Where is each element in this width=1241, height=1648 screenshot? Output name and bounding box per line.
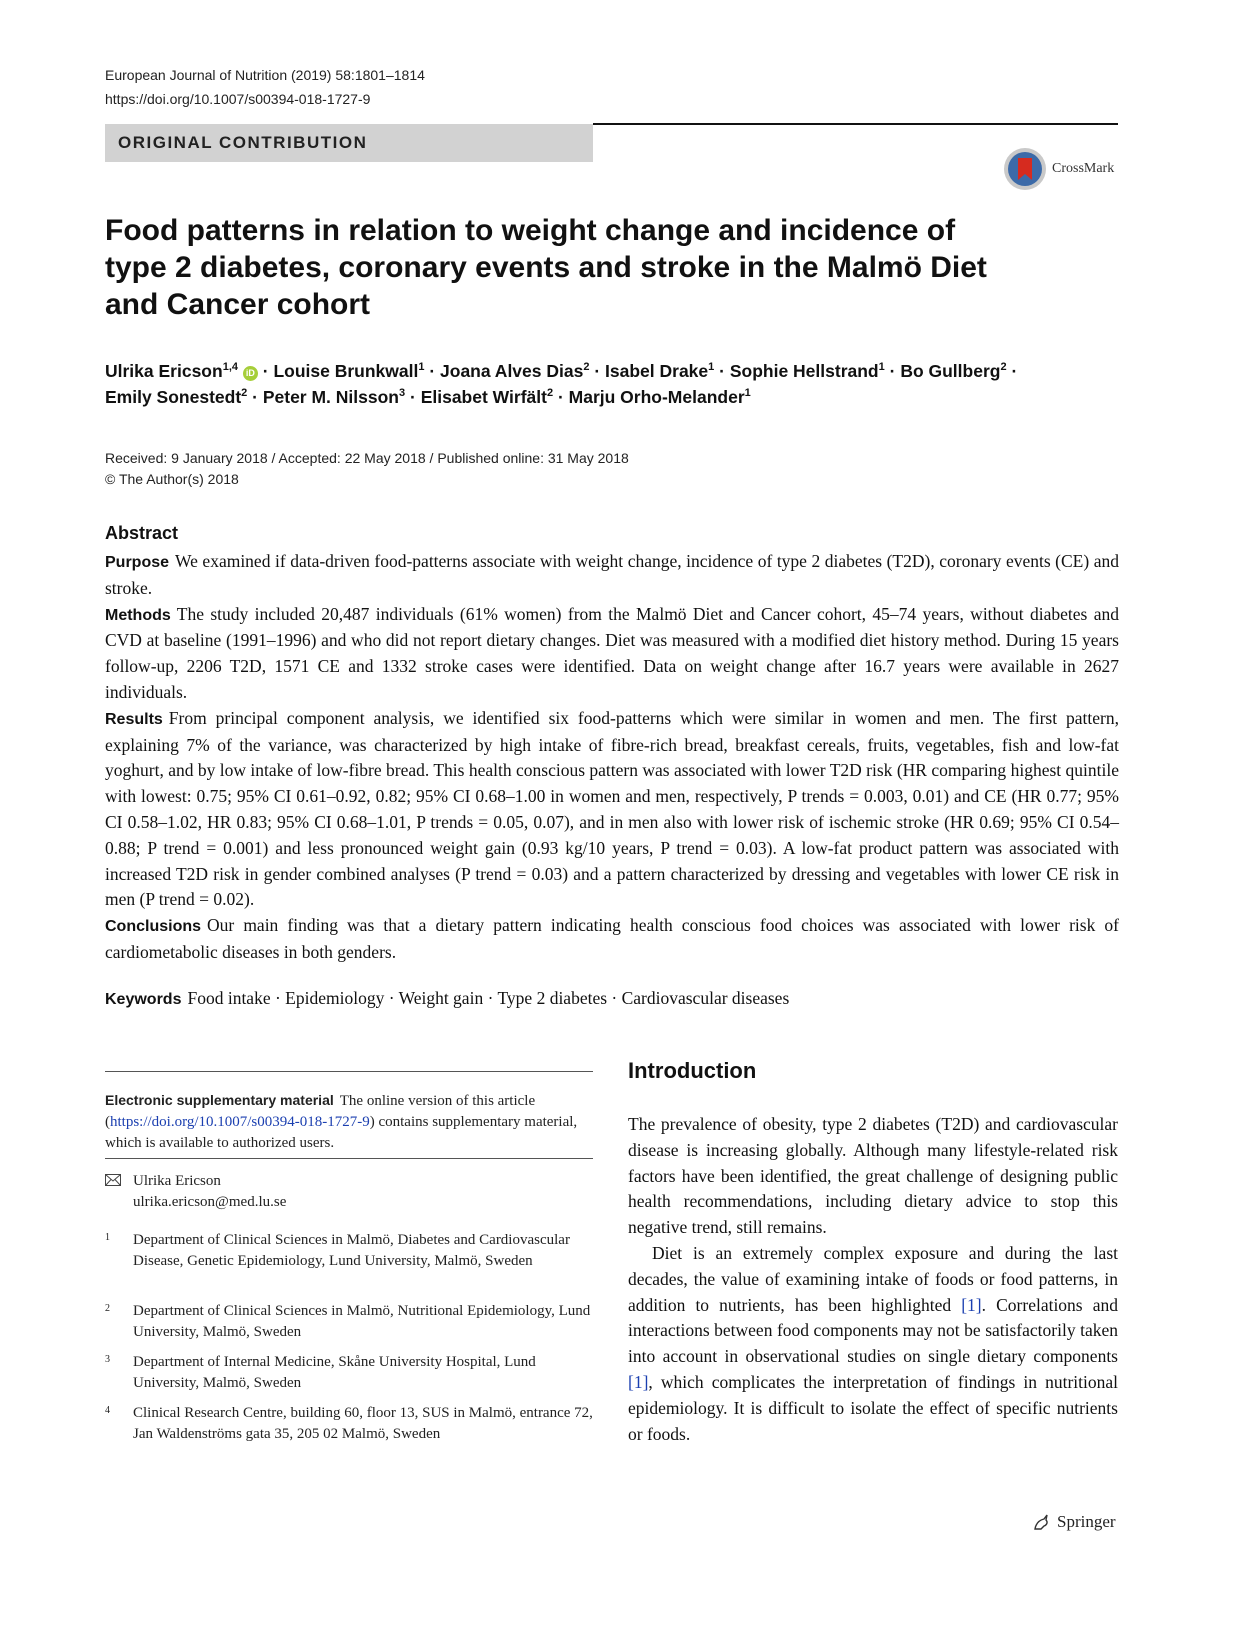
author-affiliation-mark: 2	[1000, 361, 1007, 374]
author-name[interactable]: Bo Gullberg	[900, 361, 1001, 381]
author-name[interactable]: Louise Brunkwall	[273, 361, 419, 381]
springer-horse-icon	[1031, 1512, 1051, 1532]
abstract-heading: Abstract	[105, 523, 179, 543]
citation-link[interactable]: [1]	[628, 1371, 649, 1392]
author-name[interactable]: Joana Alves Dias	[440, 361, 584, 381]
author-name[interactable]: Emily Sonestedt	[105, 387, 242, 407]
intro-text: . Correlations and interactions between food components may not be satisfactorily taken into account in observational studies on single dietary components	[628, 1294, 1118, 1367]
affiliation-text: Department of Clinical Sciences in Malmö, Diabetes and Cardiovascular Disease, Genetic Epidemiology, Lund University, Malmö, Sweden	[133, 1232, 570, 1269]
author-name[interactable]: Peter M. Nilsson	[262, 387, 399, 407]
publisher-logo	[1031, 1512, 1116, 1532]
author-affiliation-mark: 1	[418, 361, 425, 374]
abstract-purpose	[105, 549, 1119, 602]
methods-text: The study included 20,487 individuals (61% women) from the Malmö Diet and Cancer cohort, 45–74 years, without diabetes and CVD at baseline (1991–1996) and who did not report dietary changes. Diet was measured with a modified diet history method. During 15 years follow-up, 2206 T2D, 1571 CE and 1332 stroke cases were identified. Data on weight change after 16.7 years were available in 2627 individuals.	[105, 603, 1119, 702]
article-type-label: ORIGINAL CONTRIBUTION	[118, 133, 368, 152]
author-name[interactable]: Ulrika Ericson	[105, 361, 223, 381]
crossmark-label: CrossMark	[1052, 161, 1115, 176]
affiliation-text: Clinical Research Centre, building 60, floor 13, SUS in Malmö, entrance 72, Jan Waldenströms gata 35, 205 02 Malmö, Sweden	[133, 1405, 593, 1442]
affiliation-number: 4	[105, 1405, 110, 1416]
doi-line[interactable]: https://doi.org/10.1007/s00394-018-1727-9	[105, 91, 371, 107]
affiliation-text: Department of Internal Medicine, Skåne University Hospital, Lund University, Malmö, Sweden	[133, 1354, 536, 1391]
esm-text-after: ) contains supplementary material, which is available to authorized users.	[105, 1114, 578, 1151]
keywords-text: Food intake · Epidemiology · Weight gain · Type 2 diabetes · Cardiovascular diseases	[187, 988, 790, 1008]
author-name[interactable]: Sophie Hellstrand	[729, 361, 879, 381]
keywords-label: Keywords	[105, 991, 182, 1008]
intro-paragraph-2	[628, 1241, 1118, 1447]
intro-text: , which complicates the interpretation of findings in nutritional epidemiology. It is difficult to isolate the effect of specific nutrients or foods.	[628, 1371, 1118, 1444]
supplementary-note	[105, 1090, 593, 1154]
purpose-text: We examined if data-driven food-patterns associate with weight change, incidence of type 2 diabetes (T2D), coronary events (CE) and stroke.	[105, 551, 1119, 598]
affiliation-number: 3	[105, 1354, 110, 1365]
conclusions-label: Conclusions	[105, 918, 202, 936]
affiliation-text: Department of Clinical Sciences in Malmö, Nutritional Epidemiology, Lund University, Malmö, Sweden	[133, 1303, 591, 1340]
crossmark-icon	[1003, 147, 1047, 191]
author-affiliation-mark: 2	[546, 387, 554, 400]
author-name[interactable]: Elisabet Wirfält	[420, 387, 547, 407]
keywords	[105, 988, 1119, 1009]
abstract-results	[105, 706, 1119, 913]
introduction-body	[628, 1112, 1118, 1447]
affiliation	[105, 1352, 593, 1393]
envelope-icon	[105, 1174, 121, 1186]
author-affiliation-mark: 3	[399, 387, 406, 400]
intro-paragraph-1: The prevalence of obesity, type 2 diabetes (T2D) and cardiovascular disease is increasing globally. Although many lifestyle-related risk factors have been identified, the great challenge of designing public health recommendations, including dietary advice to stop this negative trend, still remains.	[628, 1114, 1118, 1238]
intro-text: Diet is an extremely complex exposure and during the last decades, the value of examining intake of foods or food patterns, in addition to nutrients, has been highlighted	[628, 1242, 1118, 1315]
abstract-body	[105, 549, 1119, 966]
corresponding-author-email[interactable]: ulrika.ericson@med.lu.se	[133, 1194, 287, 1210]
publisher-name: Springer	[1057, 1512, 1116, 1531]
citation-link[interactable]: [1]	[961, 1294, 982, 1315]
introduction-heading: Introduction	[628, 1058, 757, 1083]
conclusions-text: Our main finding was that a dietary pattern indicating health conscious food choices was associated with lower risk of cardiometabolic diseases in both genders.	[105, 915, 1119, 962]
affiliation	[105, 1301, 593, 1342]
copyright-line: © The Author(s) 2018	[105, 471, 239, 487]
author-name[interactable]: Isabel Drake	[605, 361, 709, 381]
affiliation	[105, 1403, 593, 1444]
corresponding-author-name: Ulrika Ericson	[133, 1173, 221, 1189]
author-name[interactable]: Marju Orho-Melander	[568, 387, 745, 407]
methods-label: Methods	[105, 606, 171, 624]
correspondence	[105, 1171, 286, 1213]
article-type-band	[105, 124, 593, 162]
affiliation-number: 2	[105, 1303, 110, 1314]
results-text: From principal component analysis, we identified six food-patterns which were similar in women and men. The first pattern, explaining 7% of the variance, was characterized by high intake of fibre-rich bread, breakfast cereals, fruits, vegetables, fish and low-fat yoghurt, and by low intake of low-fibre bread. This health conscious pattern was associated with lower T2D risk (HR comparing highest quintile with lowest: 0.75; 95% CI 0.61–0.92, 0.82; 95% CI 0.68–1.00 in women and men, respectively, P trends = 0.003, 0.01) and CE (HR 0.77; 95% CI 0.58–1.02, HR 0.83; 95% CI 0.68–1.01, P trends = 0.05, 0.07), and in men also with lower risk of ischemic stroke (HR 0.69; 95% CI 0.54–0.88; P trend = 0.001) and less pronounced weight gain (0.93 kg/10 years, P trend = 0.03). A low-fat product pattern was associated with increased T2D risk in gender combined analyses (P trend = 0.03) and a pattern characterized by dressing and vegetables with lower CE risk in men (P trend = 0.02).	[105, 707, 1119, 910]
author-affiliation-mark: 1	[708, 361, 715, 374]
esm-text-before: The online version of this article (	[105, 1093, 536, 1130]
header-rule	[593, 123, 1118, 125]
footnote-rule	[105, 1158, 593, 1159]
esm-label: Electronic supplementary material	[105, 1092, 334, 1108]
affiliation	[105, 1230, 593, 1271]
purpose-label: Purpose	[105, 554, 170, 571]
results-label: Results	[105, 710, 163, 728]
publication-dates	[105, 448, 629, 490]
journal-citation: European Journal of Nutrition (2019) 58:1801–1814	[105, 67, 425, 83]
abstract-conclusions	[105, 913, 1119, 966]
footnote-rule	[105, 1071, 593, 1072]
esm-link[interactable]: https://doi.org/10.1007/s00394-018-1727-9	[110, 1114, 370, 1130]
author-list: Ulrika Ericson$^{1,4}$ iD · Louise Brunkwall$^1$ · Joana Alves Dias$^2$ · Isabel Drake$^1$ · Sophie Hellstrand$^1$ · Bo Gullberg$^2$ · Emily Sonestedt$^2$ · Peter M. Nilsson$^3$ · Elisabet Wirfält$^2$ · Marju Orho-Melander$^1$	[105, 361, 1018, 407]
author-affiliation-mark: 1	[878, 361, 885, 374]
orcid-icon[interactable]: iD	[243, 366, 258, 381]
author-affiliation-mark: 2	[241, 387, 248, 400]
abstract-methods	[105, 602, 1119, 706]
author-affiliation-mark: 1	[744, 387, 751, 400]
author-affiliation-mark: 2	[583, 361, 590, 374]
article-title: Food patterns in relation to weight change and incidence of type 2 diabetes, coronary events and stroke in the Malmö Diet and Cancer cohort	[105, 214, 987, 321]
affiliation-number: 1	[105, 1232, 110, 1243]
crossmark-badge[interactable]	[1003, 147, 1114, 191]
date-history: Received: 9 January 2018 / Accepted: 22 May 2018 / Published online: 31 May 2018	[105, 450, 629, 466]
author-affiliation-mark: 1,4	[222, 361, 238, 374]
